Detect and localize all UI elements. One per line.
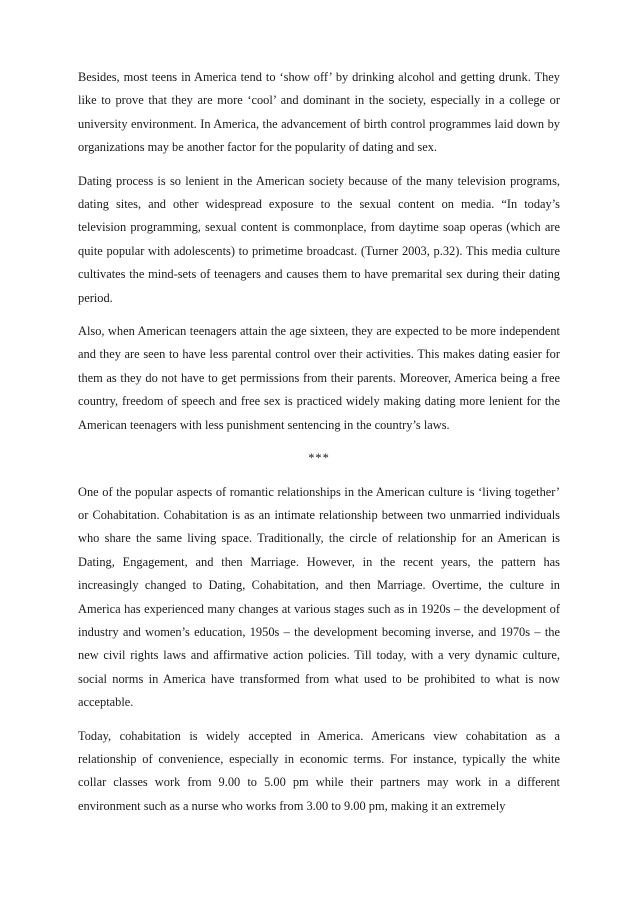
paragraph-cohabitation-accepted: Today, cohabitation is widely accepted in America. Americans view cohabitation as a relationship of convenience, especially in economic terms. For instance, typically the white collar classes work from 9.00 to 5.00 pm while their partners may work in a different environment such as a nurse who works from 3.00 to 9.00 pm, making it an extremely xyxy=(78,728,560,813)
document-body xyxy=(78,66,560,828)
section-separator: *** xyxy=(308,451,330,466)
paragraph-showing-off: Besides, most teens in America tend to ‘show off’ by drinking alcohol and getting drunk. They like to prove that they are more ‘cool’ and dominant in the society, especially in a college or university environment. In America, the advancement of birth control programmes laid down by organizations may be another factor for the popularity of dating and sex. xyxy=(78,70,560,155)
paragraph-teen-independence: Also, when American teenagers attain the age sixteen, they are expected to be more independent and they are seen to have less parental control over their activities. This makes dating easier for them as they do not have to get permissions from their parents. Moreover, America being a free country, freedom of speech and free sex is practiced widely making dating more lenient for the American teenagers with less punishment sentencing in the country’s laws. xyxy=(78,324,560,432)
paragraph-dating-process: Dating process is so lenient in the American society because of the many television programs, dating sites, and other widespread exposure to the sexual content on media. “In today’s television programming, sexual content is commonplace, from daytime soap operas (which are quite popular with adolescents) to primetime broadcast. (Turner 2003, p.32). This media culture cultivates the mind-sets of teenagers and causes them to have premarital sex during their dating period. xyxy=(78,173,560,305)
paragraph-cohabitation: One of the popular aspects of romantic relationships in the American culture is ‘living together’ or Cohabitation. Cohabitation is as an intimate relationship between two unmarried individuals who share the same living space. Traditionally, the circle of relationship for an American is Dating, Engagement, and then Marriage. However, in the recent years, the pattern has increasingly changed to Dating, Cohabitation, and then Marriage. Overtime, the culture in America has experienced many changes at various stages such as in 1920s – the development of industry and women’s education, 1950s – the development becoming inverse, and 1970s – the new civil rights laws and affirmative action policies. Till today, with a very dynamic culture, social norms in America have transformed from what used to be prohibited to what is now acceptable. xyxy=(78,484,560,710)
